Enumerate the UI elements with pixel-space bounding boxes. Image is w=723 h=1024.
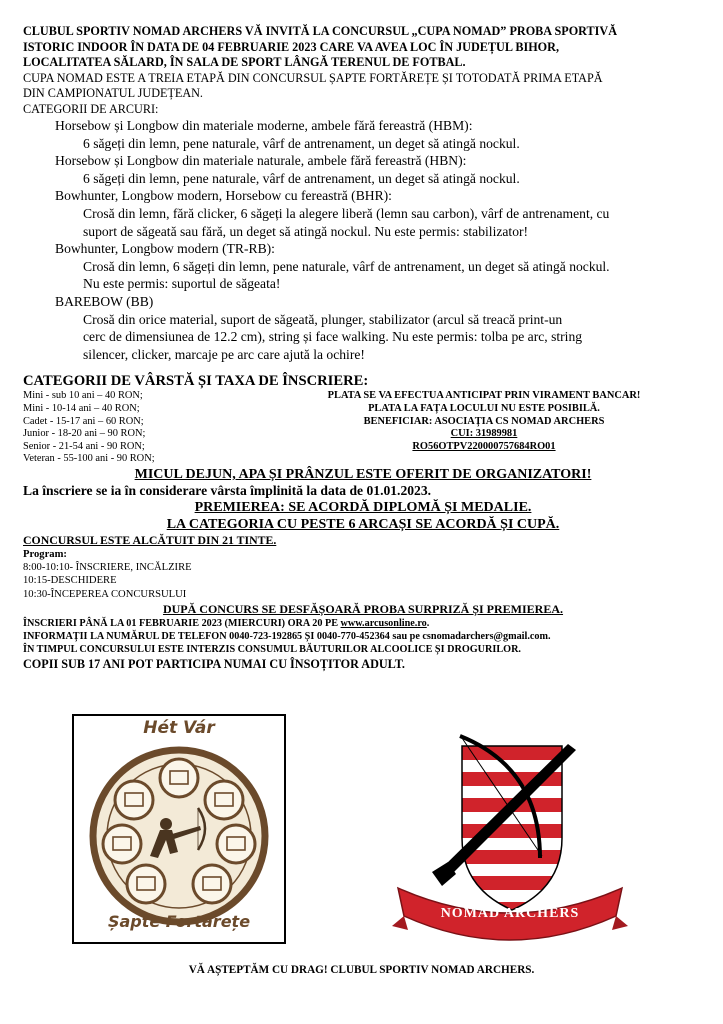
registration-link[interactable]: www.arcusonline.ro xyxy=(340,617,427,629)
flyer-page xyxy=(23,24,703,672)
intro-text xyxy=(23,71,703,118)
age-note: La înscriere se ia în considerare vârsta împlinită la data de 01.01.2023. xyxy=(23,482,432,498)
sapte-fortarete-logo xyxy=(72,714,286,944)
age-list xyxy=(23,390,253,466)
category-desc: Nu este permis: suportul de săgeata! xyxy=(83,276,281,292)
payment-line: PLATA SE VA EFECTUA ANTICIPAT PRIN VIRAMENT BANCAR! xyxy=(327,390,641,402)
category-name: Bowhunter, Longbow modern (TR-RB): xyxy=(55,241,275,257)
children-notice: COPII SUB 17 ANI POT PARTICIPA NUMAI CU ÎNSOȚITOR ADULT. xyxy=(23,656,405,671)
invitation-line: CLUBUL SPORTIV NOMAD ARCHERS VĂ INVITĂ LA CONCURSUL „CUPA NOMAD” PROBA SPORTIVĂ xyxy=(23,24,618,38)
program-item: 10:15-DESCHIDERE xyxy=(23,575,117,587)
cup-line: LA CATEGORIA CU PESTE 6 ARCAȘI SE ACORDĂ ȘI CUPĂ. xyxy=(166,516,560,532)
beneficiary: BENEFICIAR: ASOCIAȚIA CS NOMAD ARCHERS xyxy=(363,415,605,427)
category-desc: Crosă din lemn, fără clicker, 6 săgeți la alegere liberă (lemn sau carbon), vârf de antrenament, cu xyxy=(83,205,610,221)
registration-end: . xyxy=(426,617,430,629)
intro-line: DIN CAMPIONATUL JUDEȚEAN. xyxy=(23,86,203,100)
logo-top-text: Hét Vár xyxy=(143,718,215,738)
payment-info xyxy=(253,390,703,466)
category-desc: silencer, clicker, marcaje pe arc care ajută la ochire! xyxy=(83,346,365,362)
cui-number: CUI: 31989981 xyxy=(450,428,518,440)
age-item: Cadet - 15-17 ani – 60 RON; xyxy=(23,415,144,427)
contact-line: INFORMAȚII LA NUMĂRUL DE TELEFON 0040-723-192865 ȘI 0040-770-452364 sau pe csnomadarchers@gmail.com. xyxy=(23,631,551,643)
category-name: BAREBOW (BB) xyxy=(55,293,154,309)
age-item: Senior - 21-54 ani - 90 RON; xyxy=(23,440,145,452)
registration-text: ÎNSCRIERI PÂNĂ LA 01 FEBRUARIE 2023 (MIERCURI) ORA 20 PE xyxy=(23,617,341,629)
payment-line: PLATA LA FAȚA LOCULUI NU ESTE POSIBILĂ. xyxy=(368,402,600,414)
program-list xyxy=(23,561,703,602)
invitation-line: LOCALITATEA SĂLARD, ÎN SALA DE SPORT LÂNGĂ TERENUL DE FOTBAL. xyxy=(23,55,466,69)
age-item: Veteran - 55-100 ani - 90 RON; xyxy=(23,453,155,465)
age-item: Mini - sub 10 ani – 40 RON; xyxy=(23,390,143,402)
bow-categories xyxy=(23,117,703,363)
program-title: Program: xyxy=(23,548,67,560)
category-name: Horsebow și Longbow din materiale naturale, ambele fără fereastră (HBN): xyxy=(55,153,467,169)
category-desc: 6 săgeți din lemn, pene naturale, vârf de antrenament, un deget să atingă nockul. xyxy=(83,170,520,186)
nomad-archers-logo xyxy=(390,728,630,958)
intro-line: CUPA NOMAD ESTE A TREIA ETAPĂ DIN CONCURSUL ȘAPTE FORTĂREȚE ȘI TOTODATĂ PRIMA ETAPĂ xyxy=(23,70,603,85)
category-desc: Crosă din orice material, suport de săgeată, plunger, stabilizator (arcul să treacă print-un xyxy=(83,311,563,327)
category-desc: 6 săgeți din lemn, pene naturale, vârf de antrenament, un deget să atingă nockul. xyxy=(83,135,520,151)
program-item: 10:30-ÎNCEPEREA CONCURSULUI xyxy=(23,589,187,601)
meal-notice: MICUL DEJUN, APA ȘI PRÂNZUL ESTE OFERIT DE ORGANIZATORI! xyxy=(134,466,592,482)
awards-line: PREMIEREA: SE ACORDĂ DIPLOMĂ ȘI MEDALIE. xyxy=(194,499,532,515)
footer-line: VĂ AȘTEPTĂM CU DRAG! CLUBUL SPORTIV NOMAD ARCHERS. xyxy=(188,964,535,976)
program-item: 8:00-10:10- ÎNSCRIERE, INCĂLZIRE xyxy=(23,561,192,573)
iban-number: RO56OTPV220000757684RO01 xyxy=(412,440,556,452)
category-desc: suport de săgeată sau fără, un deget să atingă nockul. Nu este permis: stabilizator! xyxy=(83,223,529,239)
logo-bottom-text: Șapte Fortărețe xyxy=(107,912,251,931)
invitation-line: ISTORIC INDOOR ÎN DATA DE 04 FEBRUARIE 2023 CARE VA AVEA LOC ÎN JUDEȚUL BIHOR, xyxy=(23,39,560,54)
prohibition-line: ÎN TIMPUL CONCURSULUI ESTE INTERZIS CONSUMUL BĂUTURILOR ALCOOLICE ȘI DROGURILOR. xyxy=(23,644,521,656)
banner-text: NOMAD ARCHERS xyxy=(440,906,580,921)
invitation-heading xyxy=(23,24,703,71)
registration-info xyxy=(23,617,703,657)
registration-line xyxy=(23,617,703,630)
age-item: Mini - 10-14 ani – 40 RON; xyxy=(23,402,140,414)
category-desc: Crosă din lemn, 6 săgeți din lemn, pene naturale, vârf de antrenament, un deget să atingă nockul. xyxy=(83,258,610,274)
shield-crossbow-icon xyxy=(390,728,630,958)
fortress-ring-icon xyxy=(74,716,284,942)
age-and-payment xyxy=(23,390,703,466)
category-name: Horsebow și Longbow din materiale moderne, ambele fără fereastră (HBM): xyxy=(55,118,473,133)
age-categories-title: CATEGORII DE VÂRSTĂ ȘI TAXA DE ÎNSCRIERE: xyxy=(23,373,369,390)
surprise-event-line: DUPĂ CONCURS SE DESFĂȘOARĂ PROBA SURPRIZĂ ȘI PREMIEREA. xyxy=(162,601,564,616)
category-name: Bowhunter, Longbow modern, Horsebow cu fereastră (BHR): xyxy=(55,188,392,204)
targets-line: CONCURSUL ESTE ALCĂTUIT DIN 21 TINTE. xyxy=(23,532,277,547)
bow-categories-heading: CATEGORII DE ARCURI: xyxy=(23,101,159,116)
category-desc: cerc de dimensiunea de 12.2 cm), string și face walking. Nu este permis: tolba pe arc, string xyxy=(83,329,583,345)
age-item: Junior - 18-20 ani – 90 RON; xyxy=(23,428,146,440)
